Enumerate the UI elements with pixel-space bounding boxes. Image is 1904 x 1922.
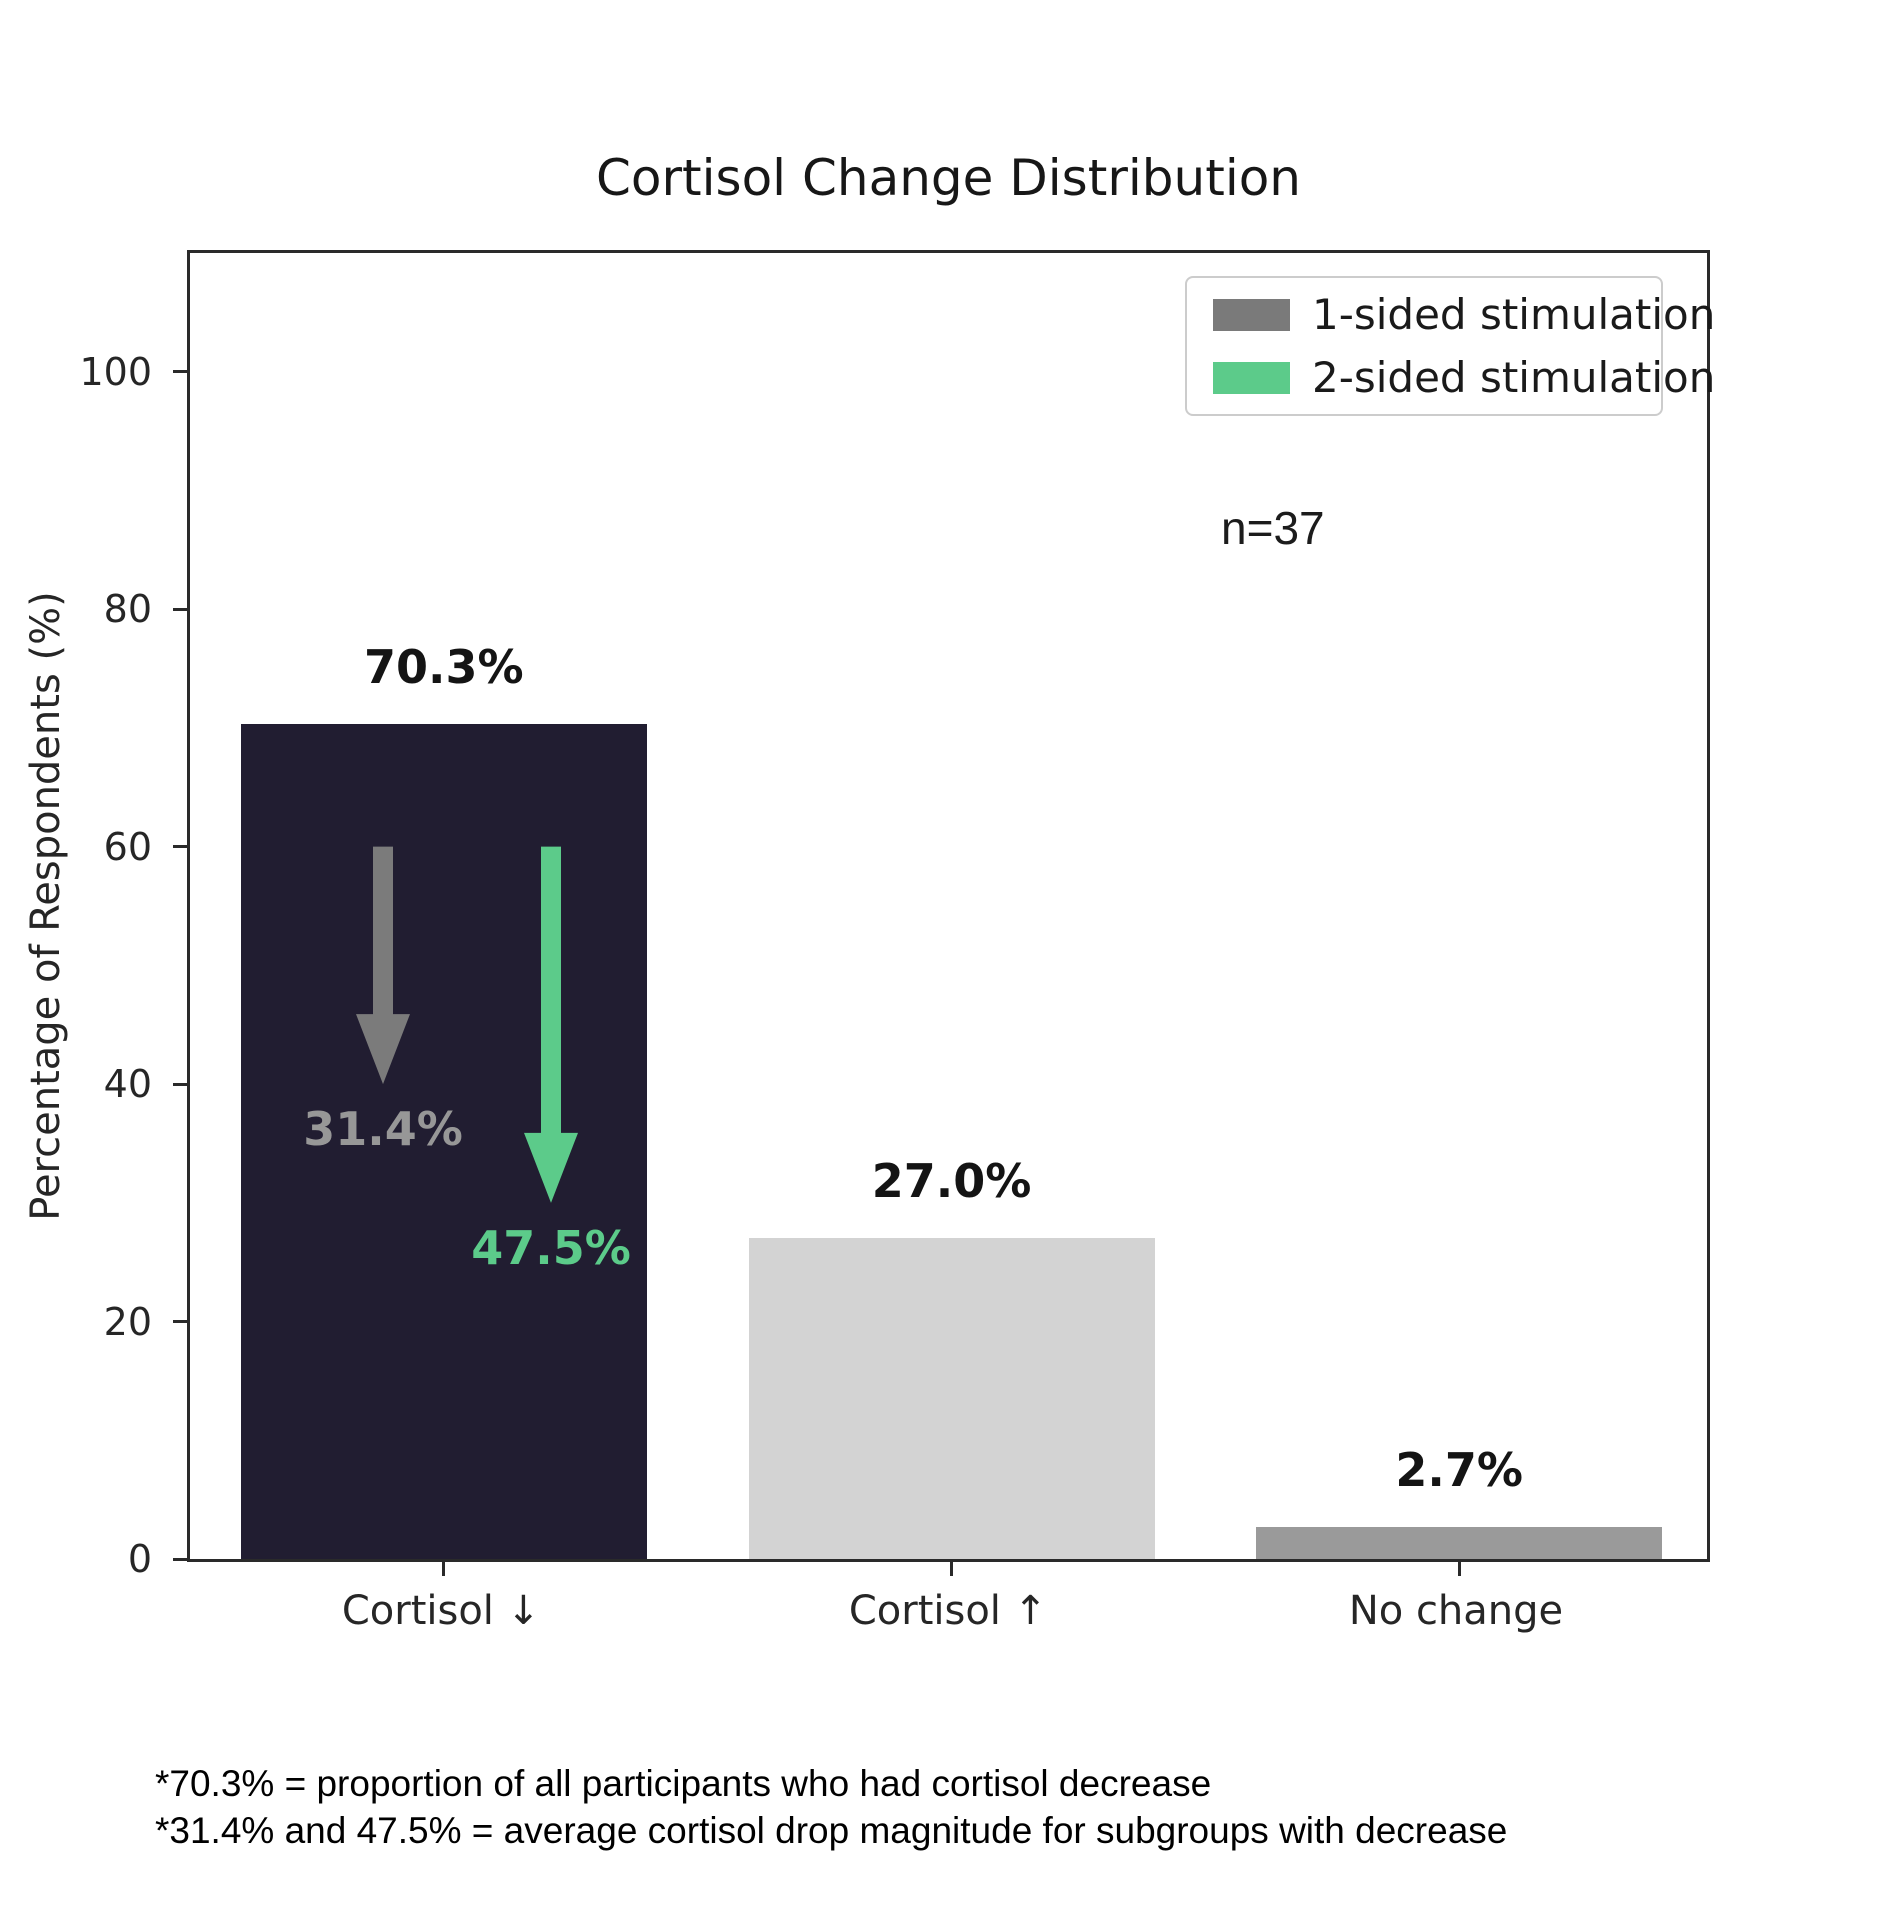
legend	[1185, 276, 1716, 416]
footnote-line-1: *70.3% = proportion of all participants who had cortisol decrease	[155, 1763, 1212, 1804]
y-tick-label: 20	[103, 1299, 152, 1344]
bar-no-change	[1256, 1527, 1662, 1559]
gray-arrow-label: 31.4%	[303, 1102, 463, 1157]
footnotes	[155, 1760, 1507, 1854]
x-tick-label-no-change: No change	[1348, 1588, 1564, 1634]
x-tick-mark	[1458, 1562, 1461, 1576]
y-tick-mark	[173, 1320, 187, 1323]
x-tick-mark	[442, 1562, 445, 1576]
bar-value-label: 70.3%	[364, 640, 524, 695]
gray-swatch-icon	[1213, 299, 1290, 331]
x-tick-label-cortisol-decrease: Cortisol ↓	[341, 1588, 541, 1634]
x-tick-label-cortisol-increase: Cortisol ↑	[848, 1588, 1048, 1634]
bar-cortisol-increase	[749, 1238, 1155, 1559]
legend-label: 2-sided stimulation	[1312, 353, 1716, 402]
y-tick-mark	[173, 845, 187, 848]
green-arrow-label: 47.5%	[471, 1220, 631, 1275]
footnote-line-2: *31.4% and 47.5% = average cortisol drop magnitude for subgroups with decrease	[155, 1810, 1508, 1851]
legend-label: 1-sided stimulation	[1312, 290, 1716, 339]
y-tick-mark	[173, 370, 187, 373]
chart-title: Cortisol Change Distribution	[595, 149, 1301, 207]
sample-size-annotation: n=37	[1221, 502, 1325, 554]
y-tick-label: 100	[79, 349, 152, 394]
y-tick-mark	[173, 608, 187, 611]
legend-entry-2-sided	[1213, 353, 1716, 402]
y-tick-mark	[173, 1558, 187, 1561]
bar-value-label: 27.0%	[871, 1154, 1032, 1209]
y-tick-label: 60	[103, 824, 152, 869]
y-tick-label: 40	[103, 1062, 152, 1107]
y-tick-label: 0	[127, 1537, 152, 1581]
legend-entry-1-sided	[1213, 290, 1716, 339]
x-tick-mark	[950, 1562, 953, 1576]
plot-area	[79, 250, 1716, 1581]
green-swatch-icon	[1213, 362, 1290, 394]
y-tick-mark	[173, 1083, 187, 1086]
bar-value-label: 2.7%	[1395, 1442, 1523, 1497]
y-axis-label: Percentage of Respondents (%)	[23, 591, 69, 1221]
y-tick-label: 80	[103, 587, 152, 632]
